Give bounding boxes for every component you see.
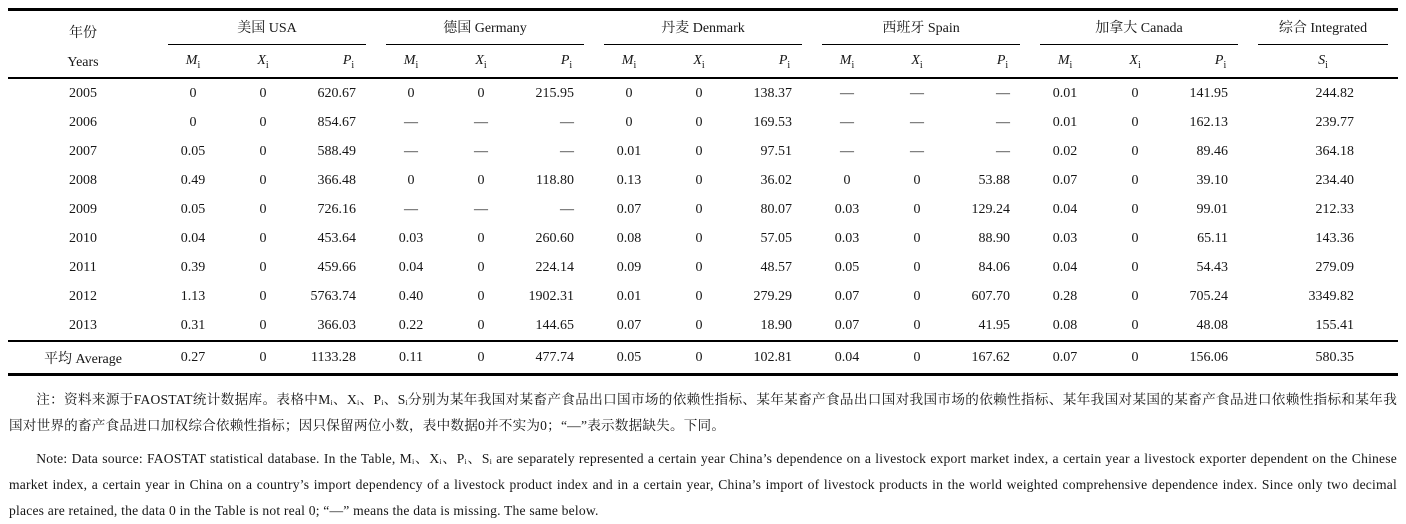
value-cell: 0 [189,85,197,101]
value-cell: 620.67 [317,85,357,101]
value-cell: — [474,201,489,217]
value-cell: 366.48 [317,172,357,188]
value-cell: 0 [695,172,703,188]
value-cell: 0.49 [180,172,206,188]
row-label-cell: 2011 [69,259,97,275]
group-label-spain: 西班牙 Spain [822,17,1020,45]
table-row [8,78,1398,108]
value-cell: 0.01 [1052,85,1078,101]
value-cell: 279.09 [1315,259,1354,275]
value-cell: 239.77 [1315,114,1354,130]
value-cell: 141.95 [1189,85,1229,101]
value-cell: 0 [913,259,921,275]
value-cell: — [404,143,419,159]
value-cell: 364.18 [1315,143,1354,159]
value-cell: — [910,85,925,101]
value-cell: 0.03 [1052,230,1078,246]
value-cell: 0 [913,201,921,217]
value-cell: — [996,85,1011,101]
value-cell: 0.22 [398,317,424,333]
value-cell: 0.02 [1052,143,1078,159]
table-row [8,166,1398,195]
value-cell: 459.66 [317,259,357,275]
subcol-usa-m: $M_i$ [185,53,201,71]
value-cell: 234.40 [1315,172,1354,188]
value-cell: 0 [259,114,267,130]
table-row [8,108,1398,137]
value-cell: 0.03 [834,201,860,217]
value-cell: 0.05 [180,143,206,159]
value-cell: 0 [477,85,485,101]
group-header-integrated [1248,10,1398,46]
subcol-germany-p: $P_i$ [560,53,573,71]
value-cell: 215.95 [535,85,575,101]
value-cell: 0.04 [1052,201,1078,217]
value-cell: 18.90 [760,317,793,333]
paper-table-page [0,8,1406,518]
row-label-cell: 平均 Average [44,351,122,367]
value-cell: 0 [695,143,703,159]
value-cell: — [404,201,419,217]
sub-header-row [8,45,1398,78]
value-cell: 102.81 [753,349,793,365]
value-cell: 0 [913,172,921,188]
value-cell: 0.27 [180,349,206,365]
value-cell: 0 [695,288,703,304]
value-cell: 0.04 [1052,259,1078,275]
value-cell: — [560,143,575,159]
value-cell: 53.88 [978,172,1011,188]
value-cell: 0 [259,201,267,217]
table-row [8,137,1398,166]
value-cell: — [840,114,855,130]
subcol-germany-m: $M_i$ [403,53,419,71]
subcol-canada-p: $P_i$ [1214,53,1227,71]
value-cell: 0.11 [399,349,423,365]
value-cell: 0 [259,172,267,188]
subcol-denmark-m: $M_i$ [621,53,637,71]
value-cell: 57.05 [760,230,793,246]
group-label-integrated: 综合 Integrated [1258,17,1388,45]
value-cell: 0.28 [1052,288,1078,304]
year-column-header [8,10,158,79]
value-cell: 39.10 [1196,172,1229,188]
value-cell: 0 [1131,317,1139,333]
value-cell: 0.05 [616,349,642,365]
value-cell: 0 [407,172,415,188]
subcol-denmark-x: $X_i$ [693,53,705,71]
value-cell: 88.90 [978,230,1011,246]
value-cell: 0 [259,288,267,304]
group-header-denmark [594,10,812,46]
table-body [8,78,1398,375]
group-label-canada: 加拿大 Canada [1040,17,1238,45]
value-cell: 0.07 [834,288,860,304]
value-cell: 0 [1131,259,1139,275]
value-cell: 155.41 [1315,317,1354,333]
value-cell: 0.09 [616,259,642,275]
row-label-cell: 2006 [69,114,97,130]
row-label-cell: 2008 [69,172,97,188]
value-cell: 0 [189,114,197,130]
row-label-cell: 2012 [69,288,97,304]
value-cell: — [996,114,1011,130]
value-cell: 0.07 [1052,349,1078,365]
table-header [8,10,1398,79]
value-cell: — [474,114,489,130]
value-cell: 0 [913,288,921,304]
value-cell: 0 [625,114,633,130]
value-cell: 41.95 [978,317,1011,333]
subcol-germany-x: $X_i$ [475,53,487,71]
group-label-usa: 美国 USA [168,17,366,45]
value-cell: 54.43 [1196,259,1229,275]
value-cell: 0.07 [1052,172,1078,188]
value-cell: 129.24 [971,201,1011,217]
value-cell: 0 [477,259,485,275]
value-cell: 0 [1131,288,1139,304]
value-cell: 0 [695,114,703,130]
group-label-germany: 德国 Germany [386,17,584,45]
value-cell: 89.46 [1196,143,1229,159]
value-cell: — [560,114,575,130]
value-cell: 0.05 [180,201,206,217]
value-cell: 162.13 [1189,114,1229,130]
value-cell: 0 [477,230,485,246]
value-cell: 607.70 [971,288,1011,304]
value-cell: 580.35 [1315,349,1354,365]
value-cell: 0 [477,288,485,304]
value-cell: 3349.82 [1308,288,1354,304]
table-notes [9,387,1397,524]
note-english: Note: Data source: FAOSTAT statistical database. In the Table, Mᵢ、Xᵢ、Pᵢ、Sᵢ are separately represented a certain year China’s dependence on a livestock export market index, a certain year a livestock exporter dependent on the Chinese market index, a certain year in China on a country’s import dependency of a livestock product index and in a certain year, China’s import of livestock products in the world weighted comprehensive dependence index. Since only two decimal places are retained, the data 0 in the Table is not real 0; “—” means the data is missing. The same below. [9,451,1397,518]
value-cell: 0.07 [616,201,642,217]
value-cell: 244.82 [1315,85,1354,101]
value-cell: 167.62 [971,349,1011,365]
value-cell: 0.04 [398,259,424,275]
value-cell: 0 [1131,230,1139,246]
subcol-spain-p: $P_i$ [996,53,1009,71]
value-cell: 260.60 [535,230,575,246]
table-row [8,311,1398,341]
value-cell: 0 [1131,172,1139,188]
group-header-germany [376,10,594,46]
value-cell: 48.08 [1196,317,1229,333]
value-cell: 138.37 [753,85,793,101]
value-cell: 726.16 [317,201,357,217]
value-cell: 0.01 [616,288,642,304]
value-cell: 0.08 [616,230,642,246]
value-cell: 0 [259,143,267,159]
value-cell: 0.31 [180,317,206,333]
value-cell: 144.65 [535,317,575,333]
value-cell: — [560,201,575,217]
value-cell: 0.01 [616,143,642,159]
value-cell: 0.05 [834,259,860,275]
value-cell: 1133.28 [311,349,357,365]
value-cell: 0.40 [398,288,424,304]
value-cell: 99.01 [1196,201,1229,217]
value-cell: 0 [477,172,485,188]
subcol-usa-x: $X_i$ [257,53,269,71]
value-cell: 0 [695,201,703,217]
group-header-usa [158,10,376,46]
subcol-integrated-s: $S_i$ [1318,53,1328,71]
table-row [8,282,1398,311]
group-header-spain [812,10,1030,46]
value-cell: 0.03 [398,230,424,246]
value-cell: 0 [259,349,267,365]
subcol-spain-m: $M_i$ [839,53,855,71]
value-cell: 453.64 [317,230,357,246]
value-cell: — [840,85,855,101]
value-cell: 65.11 [1197,230,1229,246]
group-header-canada [1030,10,1248,46]
value-cell: 48.57 [760,259,793,275]
row-label-cell: 2005 [69,85,97,101]
table-row [8,195,1398,224]
value-cell: 0 [259,317,267,333]
value-cell: 0 [477,349,485,365]
value-cell: 118.80 [536,172,575,188]
row-label-cell: 2007 [69,143,97,159]
value-cell: 169.53 [753,114,793,130]
value-cell: 0 [1131,349,1139,365]
value-cell: 0 [477,317,485,333]
subcol-canada-m: $M_i$ [1057,53,1073,71]
value-cell: 279.29 [753,288,793,304]
value-cell: 0 [913,349,921,365]
value-cell: — [840,143,855,159]
value-cell: 156.06 [1189,349,1229,365]
value-cell: 212.33 [1315,201,1354,217]
value-cell: 0 [843,172,851,188]
value-cell: 0 [1131,201,1139,217]
value-cell: 1902.31 [528,288,575,304]
value-cell: — [910,114,925,130]
subcol-denmark-p: $P_i$ [778,53,791,71]
row-label-cell: 2010 [69,230,97,246]
table-row [8,253,1398,282]
subcol-usa-p: $P_i$ [342,53,355,71]
value-cell: 0 [695,259,703,275]
value-cell: 0.13 [616,172,642,188]
value-cell: 84.06 [978,259,1011,275]
value-cell: 0 [259,259,267,275]
value-cell: 366.03 [317,317,357,333]
value-cell: 0 [1131,114,1139,130]
value-cell: 97.51 [760,143,793,159]
value-cell: 143.36 [1315,230,1354,246]
value-cell: 588.49 [317,143,357,159]
value-cell: 5763.74 [310,288,357,304]
group-header-row [8,10,1398,46]
value-cell: — [474,143,489,159]
value-cell: 0 [259,85,267,101]
table-row [8,224,1398,253]
value-cell: 0 [259,230,267,246]
value-cell: 0.04 [180,230,206,246]
row-label-cell: 2013 [69,317,97,333]
value-cell: — [996,143,1011,159]
subcol-canada-x: $X_i$ [1129,53,1141,71]
value-cell: 0 [1131,143,1139,159]
year-header-zh: 年份 [69,26,97,41]
value-cell: 0.07 [834,317,860,333]
year-header-en: Years [67,55,99,70]
subcol-spain-x: $X_i$ [911,53,923,71]
value-cell: — [910,143,925,159]
value-cell: 0 [695,230,703,246]
row-label-cell: 2009 [69,201,97,217]
value-cell: 854.67 [317,114,357,130]
value-cell: 705.24 [1189,288,1229,304]
value-cell: — [404,114,419,130]
value-cell: 477.74 [535,349,575,365]
value-cell: 0 [625,85,633,101]
value-cell: 0 [913,317,921,333]
group-label-denmark: 丹麦 Denmark [604,17,802,45]
value-cell: 0 [407,85,415,101]
value-cell: 0.03 [834,230,860,246]
value-cell: 36.02 [760,172,793,188]
value-cell: 0.08 [1052,317,1078,333]
value-cell: 0.39 [180,259,206,275]
value-cell: 0.07 [616,317,642,333]
value-cell: 0.01 [1052,114,1078,130]
value-cell: 0 [695,349,703,365]
average-row [8,341,1398,375]
value-cell: 0.04 [834,349,860,365]
value-cell: 1.13 [180,288,206,304]
value-cell: 0 [1131,85,1139,101]
value-cell: 0 [695,85,703,101]
dependence-index-table [8,8,1398,376]
value-cell: 0 [695,317,703,333]
value-cell: 80.07 [760,201,793,217]
note-chinese: 注：资料来源于FAOSTAT统计数据库。表格中Mᵢ、Xᵢ、Pᵢ、Sᵢ分别为某年我国对某畜产食品出口国市场的依赖性指标、某年某畜产食品出口国对我国市场的依赖性指标、某年我国对某国的某畜产食品进口依赖性指标和某年我国对世界的畜产食品进口加权综合依赖性指标；因只保留两位小数，表中数据0并不实为0；“—”表示数据缺失。下同。 [9,392,1397,433]
value-cell: 224.14 [535,259,575,275]
value-cell: 0 [913,230,921,246]
